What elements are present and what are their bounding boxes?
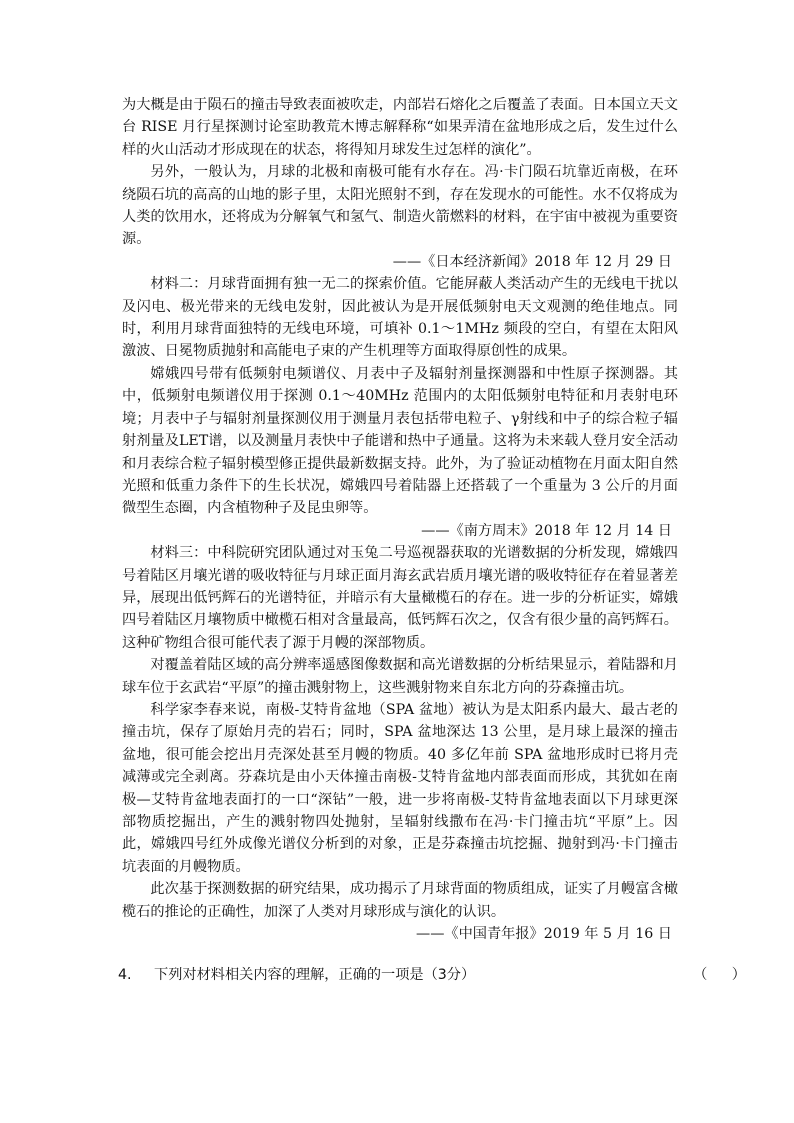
paragraph-change-4-instruments: 嫦娥四号带有低频射电频谱仪、月表中子及辐射剂量探测器和中性原子探测器。其中，低频射电频谱仪用于探测 0.1～40MHz 范围内的太阳低频射电特征和月表射电环境；月表中子与辐射剂量探测仪用于测量月表包括带电粒子、γ射线和中子的综合粒子辐射剂量及LET谱，以及测量月表快中子能谱和热中子通量。这将为未来载人登月安全活动和月表综合粒子辐射模型修正提供最新数据支持。此外，为了验证动植物在月面太阳自然光照和低重力条件下的生长状况，嫦娥四号着陆器上还搭载了一个重量为 3 公斤的月面微型生态圈，内含植物种子及昆虫卵等。: [122, 365, 678, 517]
source-citation-2: ——《南方周末》2018 年 12 月 14 日: [421, 522, 672, 539]
reading-passage: [122, 94, 678, 945]
paragraph-2: 另外，一般认为，月球的北极和南极可能有水存在。冯·卡门陨石坑靠近南极，在环绕陨石坑的高高的山地的影子里，太阳光照射不到，存在发现水的可能性。水不仅将成为人类的饮用水，还将成为分解氧气和氢气、制造火箭燃料的材料，在宇宙中被视为重要资源。: [122, 164, 678, 248]
answer-blank[interactable]: （ ）: [693, 967, 756, 983]
paragraph-remote-sensing: 对覆盖着陆区域的高分辨率遥感图像数据和高光谱数据的分析结果显示，着陆器和月球车位于玄武岩“平原”的撞击溅射物上，这些溅射物来自东北方向的芬森撞击坑。: [122, 657, 678, 696]
question-number: 4.: [118, 967, 132, 983]
source-citation-1: ——《日本经济新闻》2018 年 12 月 29 日: [392, 253, 672, 270]
paragraph-1: 为大概是由于陨石的撞击导致表面被吹走，内部岩石熔化之后覆盖了表面。日本国立天文台 RISE 月行星探测讨论室助教荒木博志解释称“如果弄清在盆地形成之后，发生过什么样的火山活动才形成现在的状态，将得知月球发生过怎样的演化”。: [122, 97, 678, 158]
paragraph-material-two: 材料二：月球背面拥有独一无二的探索价值。它能屏蔽人类活动产生的无线电干扰以及闪电、极光带来的无线电发射，因此被认为是开展低频射电天文观测的绝佳地点。同时，利用月球背面独特的无线电环境，可填补 0.1～1MHz 频段的空白，有望在太阳风激波、日冕物质抛射和高能电子束的产生机理等方面取得原创性的成果。: [122, 276, 678, 360]
paragraph-material-three: 材料三：中科院研究团队通过对玉兔二号巡视器获取的光谱数据的分析发现，嫦娥四号着陆区月壤光谱的吸收特征与月球正面月海玄武岩质月壤光谱的吸收特征存在着显著差异，展现出低钙辉石的光谱特征，并暗示有大量橄榄石的存在。进一步的分析证实，嫦娥四号着陆区月壤物质中橄榄石相对含量最高，低钙辉石次之，仅含有很少量的高钙辉石。这种矿物组合很可能代表了源于月幔的深部物质。: [122, 545, 678, 651]
paragraph-conclusion: 此次基于探测数据的研究结果，成功揭示了月球背面的物质组成，证实了月幔富含橄榄石的推论的正确性，加深了人类对月球形成与演化的认识。: [122, 881, 678, 920]
paragraph-spa-basin: 科学家李春来说，南极-艾特肯盆地（SPA 盆地）被认为是太阳系内最大、最古老的撞击坑，保存了原始月壳的岩石；同时，SPA 盆地深达 13 公里，是月球上最深的撞击盆地，很可能会挖出月壳深处甚至月幔的物质。40 多亿年前 SPA 盆地形成时已将月壳减薄或完全剥离。芬森坑是由小天体撞击南极-艾特肯盆地内部表面而形成，其犹如在南极—艾特肯盆地表面打的一口“深钻”一般，进一步将南极-艾特肯盆地表面以下月球更深部物质挖掘出，产生的溅射物四处抛射，呈辐射线撒布在冯·卡门撞击坑“平原”上。因此，嫦娥四号红外成像光谱仪分析到的对象，正是芬森撞击坑挖掘、抛射到冯·卡门撞击坑表面的月幔物质。: [122, 701, 678, 875]
question-prompt: 下列对材料相关内容的理解，正确的一项是（3分）: [154, 967, 476, 983]
source-citation-3: ——《中国青年报》2019 年 5 月 16 日: [416, 926, 672, 943]
